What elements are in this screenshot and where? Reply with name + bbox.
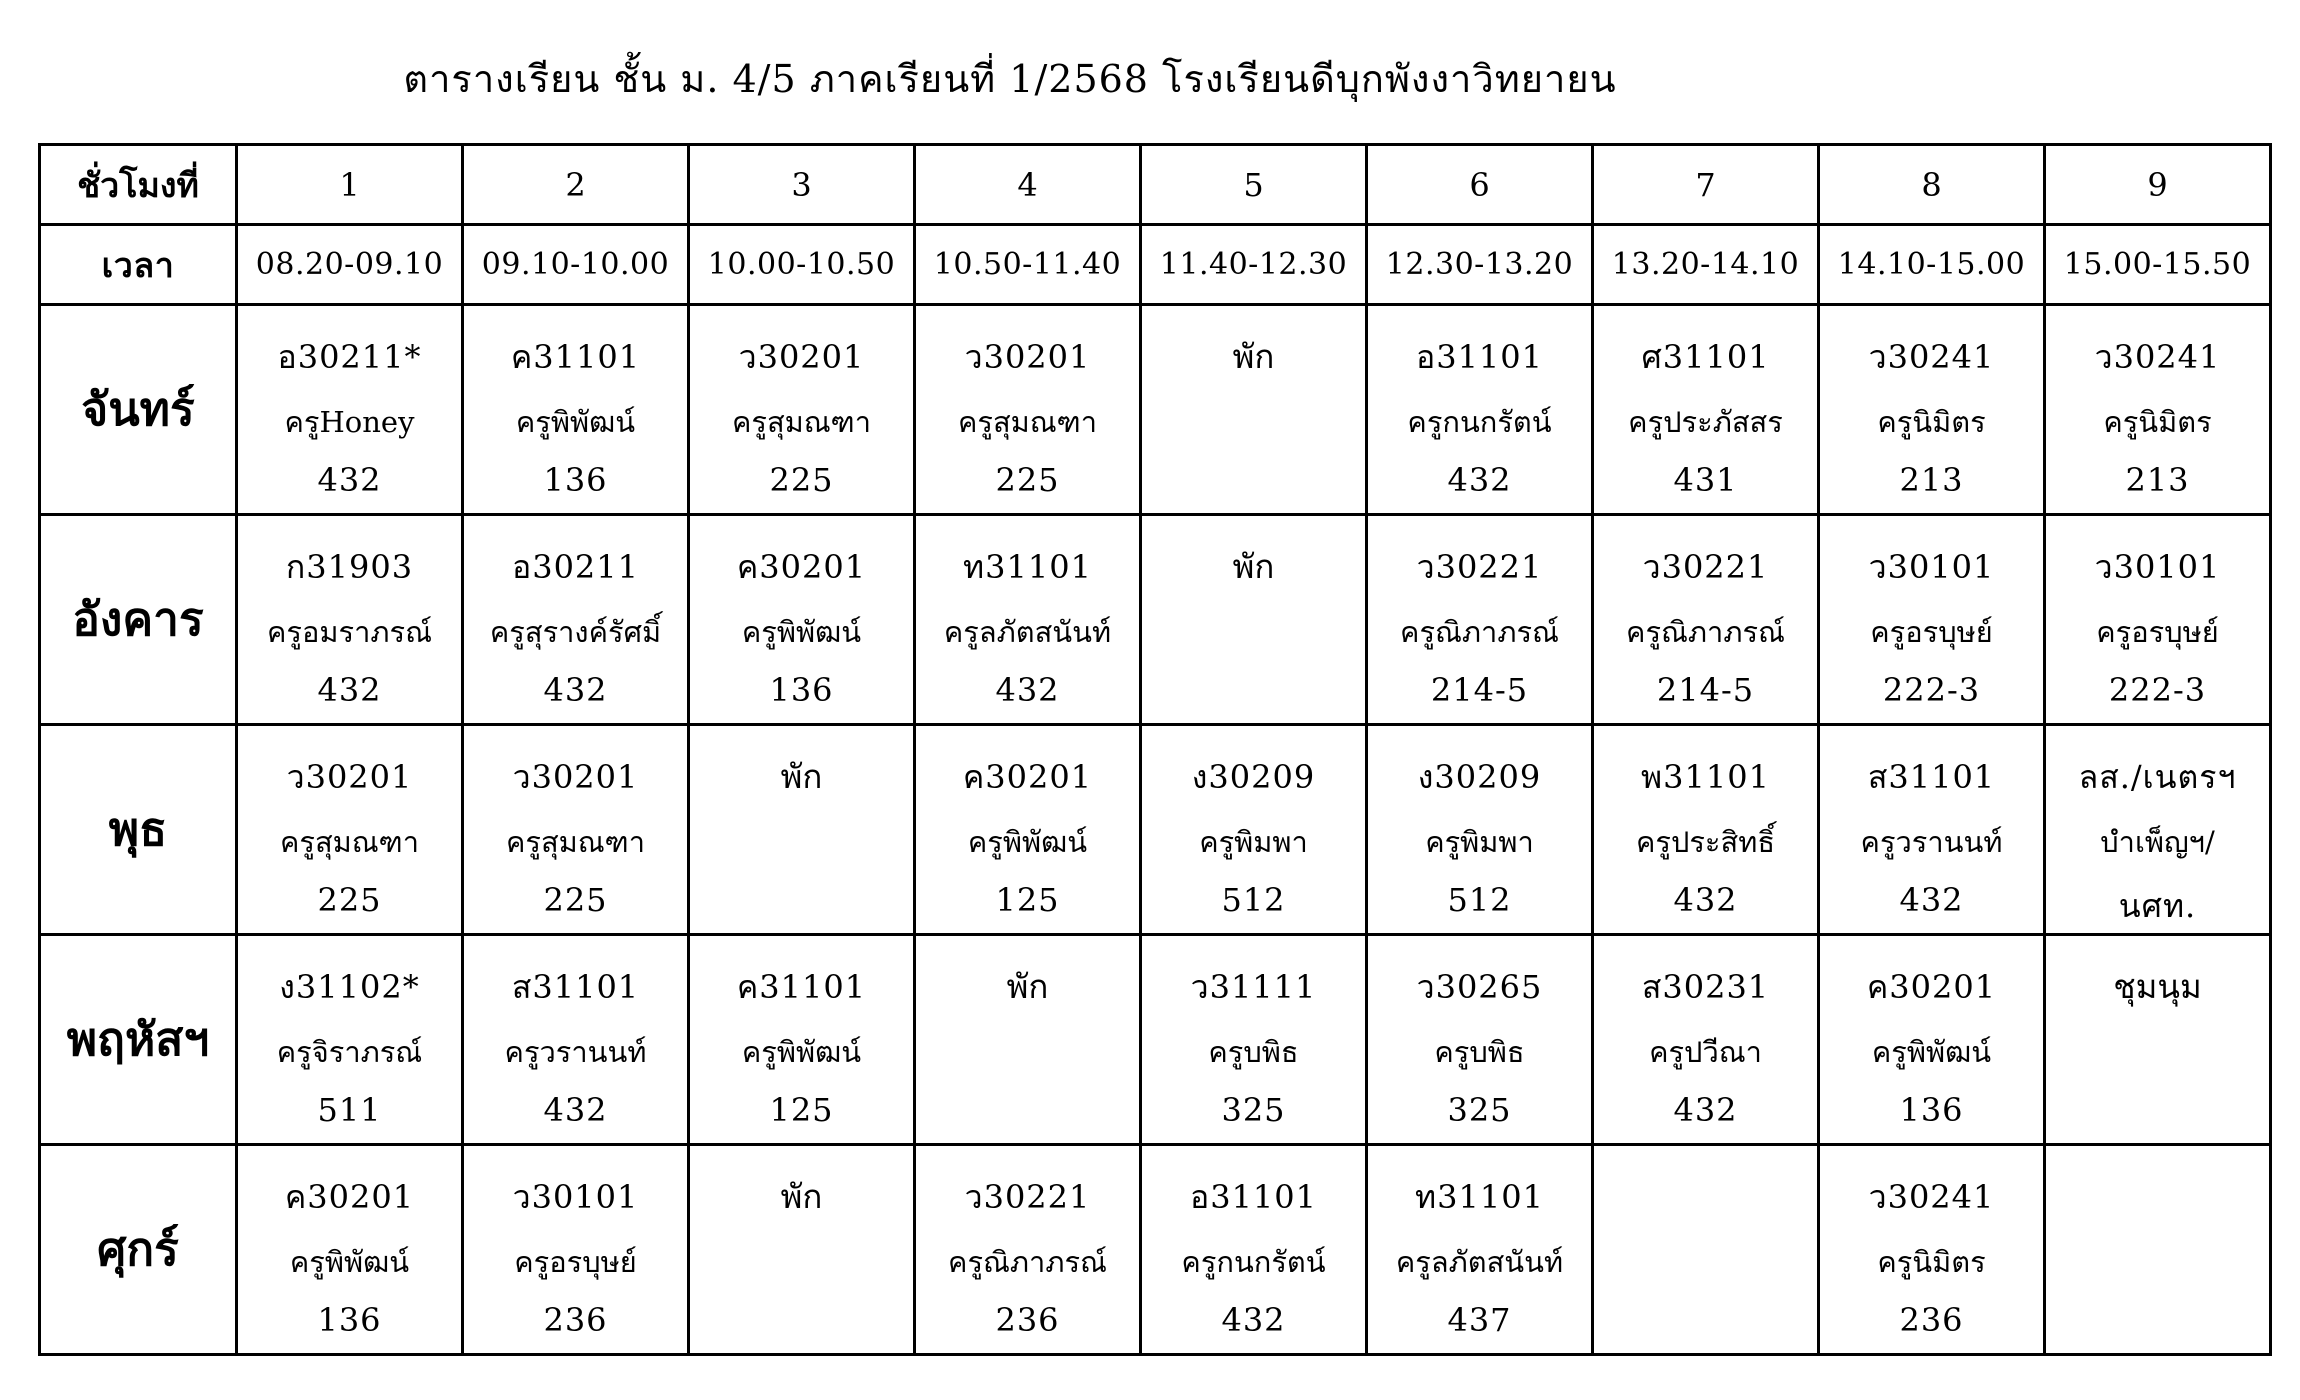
period-number: 1 bbox=[237, 145, 463, 225]
schedule-cell bbox=[1593, 515, 1819, 725]
schedule-cell bbox=[1593, 305, 1819, 515]
teacher-name: ครูณิภาภรณ์ bbox=[948, 1245, 1107, 1279]
room-number: 136 bbox=[1899, 1091, 1964, 1129]
teacher-name: ครูพิมพา bbox=[1199, 825, 1308, 859]
subject-code: ส31101 bbox=[511, 968, 640, 1006]
break-label: พัก bbox=[1232, 337, 1275, 376]
subject-code: ท31101 bbox=[963, 548, 1092, 586]
schedule-cell bbox=[1819, 725, 2045, 935]
subject-code: ศ31101 bbox=[1641, 338, 1770, 376]
subject-code: อ31101 bbox=[1189, 1178, 1317, 1216]
time-slot: 10.00-10.50 bbox=[689, 225, 915, 305]
period-number: 2 bbox=[463, 145, 689, 225]
schedule-cell bbox=[463, 305, 689, 515]
subject-code: ค31101 bbox=[510, 338, 641, 376]
teacher-name: ครูบพิธ bbox=[1208, 1035, 1299, 1069]
subject-code: ง30209 bbox=[1417, 758, 1542, 796]
room-number: 432 bbox=[995, 671, 1060, 709]
subject-code: ว30101 bbox=[512, 1178, 639, 1216]
time-slot: 13.20-14.10 bbox=[1593, 225, 1819, 305]
room-number: 125 bbox=[995, 881, 1060, 919]
schedule-cell bbox=[463, 1145, 689, 1355]
teacher-name: ครูลภัตสนันท์ bbox=[1395, 1245, 1564, 1279]
break-label: พัก bbox=[780, 1177, 823, 1216]
schedule-cell bbox=[1819, 1145, 2045, 1355]
schedule-cell bbox=[1141, 515, 1367, 725]
schedule-cell bbox=[689, 725, 915, 935]
room-number: 432 bbox=[1221, 1301, 1286, 1339]
room-number: 512 bbox=[1221, 881, 1286, 919]
schedule-cell bbox=[689, 1145, 915, 1355]
schedule-cell bbox=[689, 515, 915, 725]
break-label: พัก bbox=[1006, 967, 1049, 1006]
teacher-name: ครูสุมณฑา bbox=[279, 825, 420, 859]
schedule-cell bbox=[915, 305, 1141, 515]
schedule-cell bbox=[237, 305, 463, 515]
period-number: 3 bbox=[689, 145, 915, 225]
time-slot: 09.10-10.00 bbox=[463, 225, 689, 305]
schedule-cell bbox=[1819, 305, 2045, 515]
schedule-cell bbox=[2045, 305, 2271, 515]
teacher-name: ครูHoney bbox=[284, 405, 415, 439]
day-name: อังคาร bbox=[40, 515, 237, 725]
subject-code: ว30101 bbox=[1868, 548, 1995, 586]
room-number: 136 bbox=[769, 671, 834, 709]
day-row bbox=[40, 725, 2271, 935]
teacher-name: ครูกนกรัตน์ bbox=[1407, 405, 1552, 439]
subject-code: อ30211 bbox=[511, 548, 639, 586]
subject-code: ว30241 bbox=[2094, 338, 2221, 376]
schedule-cell bbox=[463, 935, 689, 1145]
schedule-cell bbox=[237, 1145, 463, 1355]
room-number: 511 bbox=[317, 1091, 382, 1129]
day-name: พฤหัสฯ bbox=[40, 935, 237, 1145]
schedule-cell bbox=[915, 725, 1141, 935]
teacher-name: ครูสุมณฑา bbox=[957, 405, 1098, 439]
teacher-name: ครูพิพัฒน์ bbox=[967, 825, 1088, 859]
teacher-name: ครูจิราภรณ์ bbox=[276, 1035, 423, 1069]
room-number: 437 bbox=[1447, 1301, 1512, 1339]
subject-code: ค30201 bbox=[962, 758, 1093, 796]
subject-code: ว30221 bbox=[964, 1178, 1091, 1216]
schedule-cell bbox=[1367, 935, 1593, 1145]
teacher-name: ครูวรานนท์ bbox=[1860, 825, 2003, 859]
room-number: 432 bbox=[1899, 881, 1964, 919]
subject-code: ก31903 bbox=[285, 548, 414, 586]
room-number: 236 bbox=[995, 1301, 1060, 1339]
subject-code: ว30201 bbox=[964, 338, 1091, 376]
schedule-cell bbox=[1593, 1145, 1819, 1355]
schedule-cell bbox=[915, 935, 1141, 1145]
schedule-cell bbox=[2045, 515, 2271, 725]
subject-code: ส30231 bbox=[1641, 968, 1770, 1006]
time-slot: 15.00-15.50 bbox=[2045, 225, 2271, 305]
subject-code: ค31101 bbox=[736, 968, 867, 1006]
teacher-name: ครูประภัสสร bbox=[1628, 405, 1783, 439]
teacher-name: ครูอรบุษย์ bbox=[514, 1245, 637, 1279]
teacher-name: ครูณิภาภรณ์ bbox=[1400, 615, 1559, 649]
break-label: พัก bbox=[780, 757, 823, 796]
period-number: 7 bbox=[1593, 145, 1819, 225]
period-number: 5 bbox=[1141, 145, 1367, 225]
room-number: 431 bbox=[1673, 461, 1738, 499]
schedule-cell bbox=[1141, 1145, 1367, 1355]
teacher-name: ครูพิพัฒน์ bbox=[1871, 1035, 1992, 1069]
schedule-cell bbox=[689, 305, 915, 515]
day-name: จันทร์ bbox=[40, 305, 237, 515]
subject-code: ค30201 bbox=[284, 1178, 415, 1216]
teacher-name: ครูสุมณฑา bbox=[505, 825, 646, 859]
room-number: 225 bbox=[543, 881, 608, 919]
room-number: 325 bbox=[1221, 1091, 1286, 1129]
room-number: 432 bbox=[1673, 881, 1738, 919]
schedule-cell bbox=[1367, 515, 1593, 725]
teacher-name: ครูณิภาภรณ์ bbox=[1626, 615, 1785, 649]
schedule-cell bbox=[915, 1145, 1141, 1355]
day-row bbox=[40, 305, 2271, 515]
subject-code: ว30101 bbox=[2094, 548, 2221, 586]
schedule-cell bbox=[2045, 1145, 2271, 1355]
subject-code: ส31101 bbox=[1867, 758, 1996, 796]
room-number: 225 bbox=[317, 881, 382, 919]
schedule-cell bbox=[1593, 725, 1819, 935]
subject-code: ว30265 bbox=[1416, 968, 1543, 1006]
teacher-name: ครูพิพัฒน์ bbox=[515, 405, 636, 439]
room-number: 222-3 bbox=[1882, 671, 1981, 709]
time-slot: 08.20-09.10 bbox=[237, 225, 463, 305]
day-row bbox=[40, 515, 2271, 725]
time-slot: 11.40-12.30 bbox=[1141, 225, 1367, 305]
room-number: 432 bbox=[1447, 461, 1512, 499]
period-header-row bbox=[40, 145, 2271, 225]
period-label: ชั่วโมงที่ bbox=[40, 145, 237, 225]
subject-code: ค30201 bbox=[1866, 968, 1997, 1006]
break-label: พัก bbox=[1232, 547, 1275, 586]
schedule-cell bbox=[1367, 725, 1593, 935]
room-number: 225 bbox=[769, 461, 834, 499]
teacher-name: ครูนิมิตร bbox=[2103, 405, 2212, 439]
teacher-name: ครูพิพัฒน์ bbox=[741, 615, 862, 649]
subject-code: ว31111 bbox=[1190, 968, 1317, 1006]
teacher-name: ครูอรบุษย์ bbox=[1870, 615, 1993, 649]
day-name: ศุกร์ bbox=[40, 1145, 237, 1355]
period-number: 9 bbox=[2045, 145, 2271, 225]
schedule-cell bbox=[1367, 305, 1593, 515]
period-number: 4 bbox=[915, 145, 1141, 225]
room-number: 125 bbox=[769, 1091, 834, 1129]
room-number: นศท. bbox=[2118, 887, 2197, 925]
teacher-name: ครูนิมิตร bbox=[1877, 405, 1986, 439]
subject-code: อ30211* bbox=[277, 338, 422, 376]
day-row bbox=[40, 935, 2271, 1145]
teacher-name: ครูบพิธ bbox=[1434, 1035, 1525, 1069]
teacher-name: ครูพิพัฒน์ bbox=[741, 1035, 862, 1069]
room-number: 214-5 bbox=[1656, 671, 1755, 709]
schedule-cell bbox=[1819, 515, 2045, 725]
time-slot: 14.10-15.00 bbox=[1819, 225, 2045, 305]
teacher-name: ครูประสิทธิ์ bbox=[1635, 825, 1776, 859]
teacher-name: ครูอมราภรณ์ bbox=[267, 615, 432, 649]
subject-code: ว30201 bbox=[286, 758, 413, 796]
subject-code: ลส./เนตรฯ bbox=[2078, 758, 2237, 796]
subject-code: ท31101 bbox=[1415, 1178, 1544, 1216]
teacher-name: ครูพิพัฒน์ bbox=[289, 1245, 410, 1279]
break-label: ชุมนุม bbox=[2113, 967, 2202, 1006]
schedule-cell bbox=[1141, 725, 1367, 935]
room-number: 432 bbox=[543, 1091, 608, 1129]
page-title bbox=[0, 48, 2300, 109]
schedule-cell bbox=[1819, 935, 2045, 1145]
subject-code: อ31101 bbox=[1415, 338, 1543, 376]
time-header-row bbox=[40, 225, 2271, 305]
teacher-name: ครูสุรางค์รัศมิ์ bbox=[489, 615, 662, 649]
time-slot: 12.30-13.20 bbox=[1367, 225, 1593, 305]
teacher-name: ครูอรบุษย์ bbox=[2096, 615, 2219, 649]
teacher-name: ครูปวีณา bbox=[1649, 1035, 1762, 1069]
room-number: 432 bbox=[1673, 1091, 1738, 1129]
schedule-cell bbox=[1141, 305, 1367, 515]
subject-code: ง30209 bbox=[1191, 758, 1316, 796]
schedule-cell bbox=[2045, 935, 2271, 1145]
room-number: 432 bbox=[317, 461, 382, 499]
teacher-name: ครูกนกรัตน์ bbox=[1181, 1245, 1326, 1279]
teacher-name: ครูสุมณฑา bbox=[731, 405, 872, 439]
room-number: 136 bbox=[317, 1301, 382, 1339]
schedule-cell bbox=[1141, 935, 1367, 1145]
schedule-cell bbox=[237, 935, 463, 1145]
teacher-name: ครูลภัตสนันท์ bbox=[943, 615, 1112, 649]
room-number: 136 bbox=[543, 461, 608, 499]
room-number: 236 bbox=[543, 1301, 608, 1339]
subject-code: ง31102* bbox=[279, 968, 420, 1006]
room-number: 325 bbox=[1447, 1091, 1512, 1129]
period-number: 8 bbox=[1819, 145, 2045, 225]
room-number: 432 bbox=[317, 671, 382, 709]
day-row bbox=[40, 1145, 2271, 1355]
subject-code: ว30201 bbox=[738, 338, 865, 376]
schedule-table bbox=[38, 143, 2272, 1356]
room-number: 213 bbox=[1899, 461, 1964, 499]
schedule-cell bbox=[1593, 935, 1819, 1145]
subject-code: ว30221 bbox=[1416, 548, 1543, 586]
room-number: 222-3 bbox=[2108, 671, 2207, 709]
schedule-cell bbox=[237, 515, 463, 725]
schedule-cell bbox=[1367, 1145, 1593, 1355]
subject-code: ว30221 bbox=[1642, 548, 1769, 586]
room-number: 214-5 bbox=[1430, 671, 1529, 709]
subject-code: พ31101 bbox=[1641, 758, 1770, 796]
time-label: เวลา bbox=[40, 225, 237, 305]
subject-code: ค30201 bbox=[736, 548, 867, 586]
schedule-cell bbox=[463, 725, 689, 935]
room-number: 512 bbox=[1447, 881, 1512, 919]
schedule-cell bbox=[2045, 725, 2271, 935]
teacher-name: ครูพิมพา bbox=[1425, 825, 1534, 859]
subject-code: ว30241 bbox=[1868, 1178, 1995, 1216]
schedule-cell bbox=[463, 515, 689, 725]
day-name: พุธ bbox=[40, 725, 237, 935]
room-number: 213 bbox=[2125, 461, 2190, 499]
schedule-cell bbox=[237, 725, 463, 935]
teacher-name: ครูวรานนท์ bbox=[504, 1035, 647, 1069]
schedule-cell bbox=[689, 935, 915, 1145]
teacher-name: บำเพ็ญฯ/ bbox=[2100, 825, 2215, 859]
room-number: 236 bbox=[1899, 1301, 1964, 1339]
period-number: 6 bbox=[1367, 145, 1593, 225]
subject-code: ว30201 bbox=[512, 758, 639, 796]
teacher-name: ครูนิมิตร bbox=[1877, 1245, 1986, 1279]
schedule-cell bbox=[915, 515, 1141, 725]
time-slot: 10.50-11.40 bbox=[915, 225, 1141, 305]
room-number: 432 bbox=[543, 671, 608, 709]
room-number: 225 bbox=[995, 461, 1060, 499]
subject-code: ว30241 bbox=[1868, 338, 1995, 376]
page-title-text: ตารางเรียน ชั้น ม. 4/5 ภาคเรียนที่ 1/2568 โรงเรียนดีบุกพังงาวิทยายน bbox=[403, 57, 1617, 101]
